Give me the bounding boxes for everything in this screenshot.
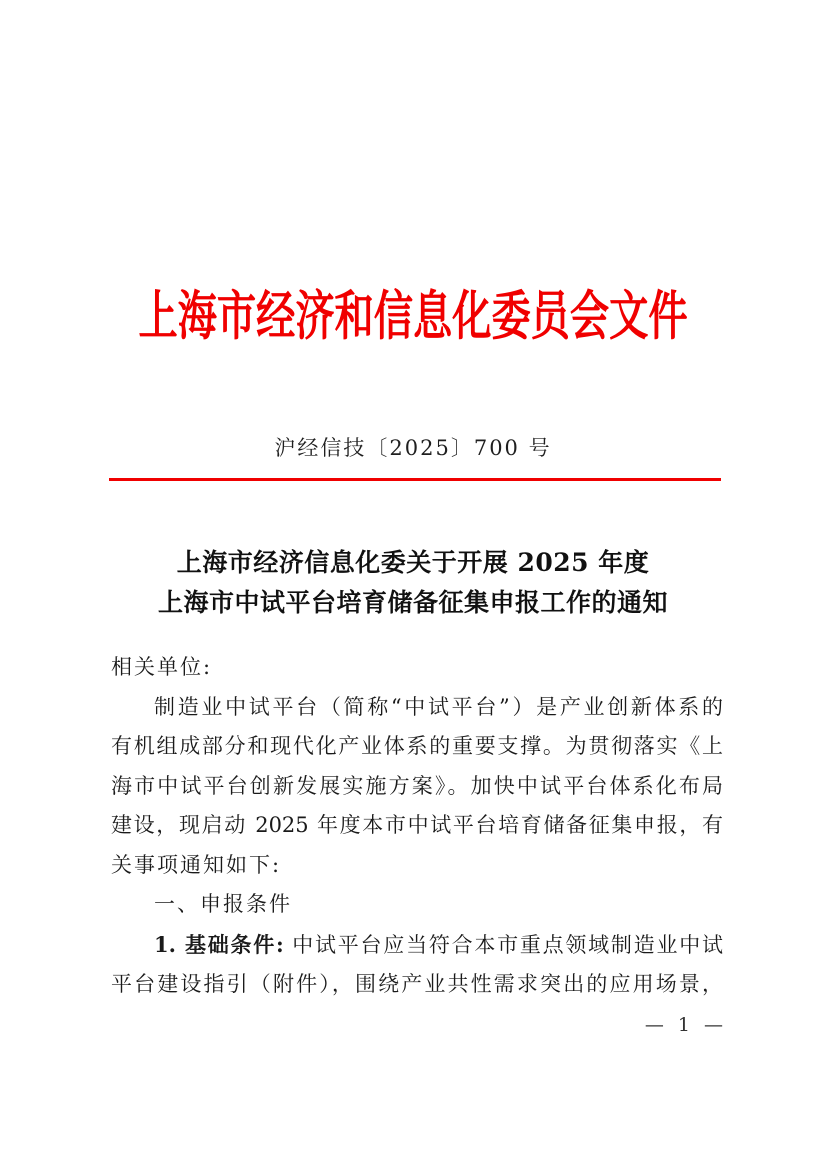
body-line: 平台建设指引（附件），围绕产业共性需求突出的应用场景， (111, 972, 723, 996)
body-line: 关事项通知如下: (111, 852, 282, 877)
page-number: — 1 — (644, 1014, 727, 1036)
bold-run: 1. 基础条件: (154, 931, 284, 957)
body-line: 相关单位: (111, 655, 213, 679)
document-number: 沪经信技〔2025〕700 号 (274, 436, 552, 460)
document-title (0, 543, 826, 623)
body-line: 海市中试平台创新发展实施方案》。加快中试平台体系化布局 (111, 773, 723, 798)
agency-title: 上海市经济和信息化委员会文件 (138, 285, 688, 347)
body-line: 有机组成部分和现代化产业体系的重要支撑。为贯彻落实《上 (111, 734, 723, 758)
body-line: 制造业中试平台（简称“中试平台”）是产业创新体系的 (154, 694, 723, 719)
body-line: 1. 基础条件: 中试平台应当符合本市重点领域制造业中试 (154, 931, 723, 957)
document-title-line2: 上海市中试平台培育储备征集申报工作的通知 (157, 588, 668, 617)
body-line: 建设，现启动 2025 年度本市中试平台培育储备征集申报，有 (111, 813, 723, 837)
letterhead (0, 286, 826, 346)
body-line: 一、申报条件 (154, 892, 292, 916)
document-body (111, 648, 723, 1005)
document-title-line1: 上海市经济信息化委关于开展 2025 年度 (176, 548, 650, 577)
red-divider-line (109, 478, 721, 481)
